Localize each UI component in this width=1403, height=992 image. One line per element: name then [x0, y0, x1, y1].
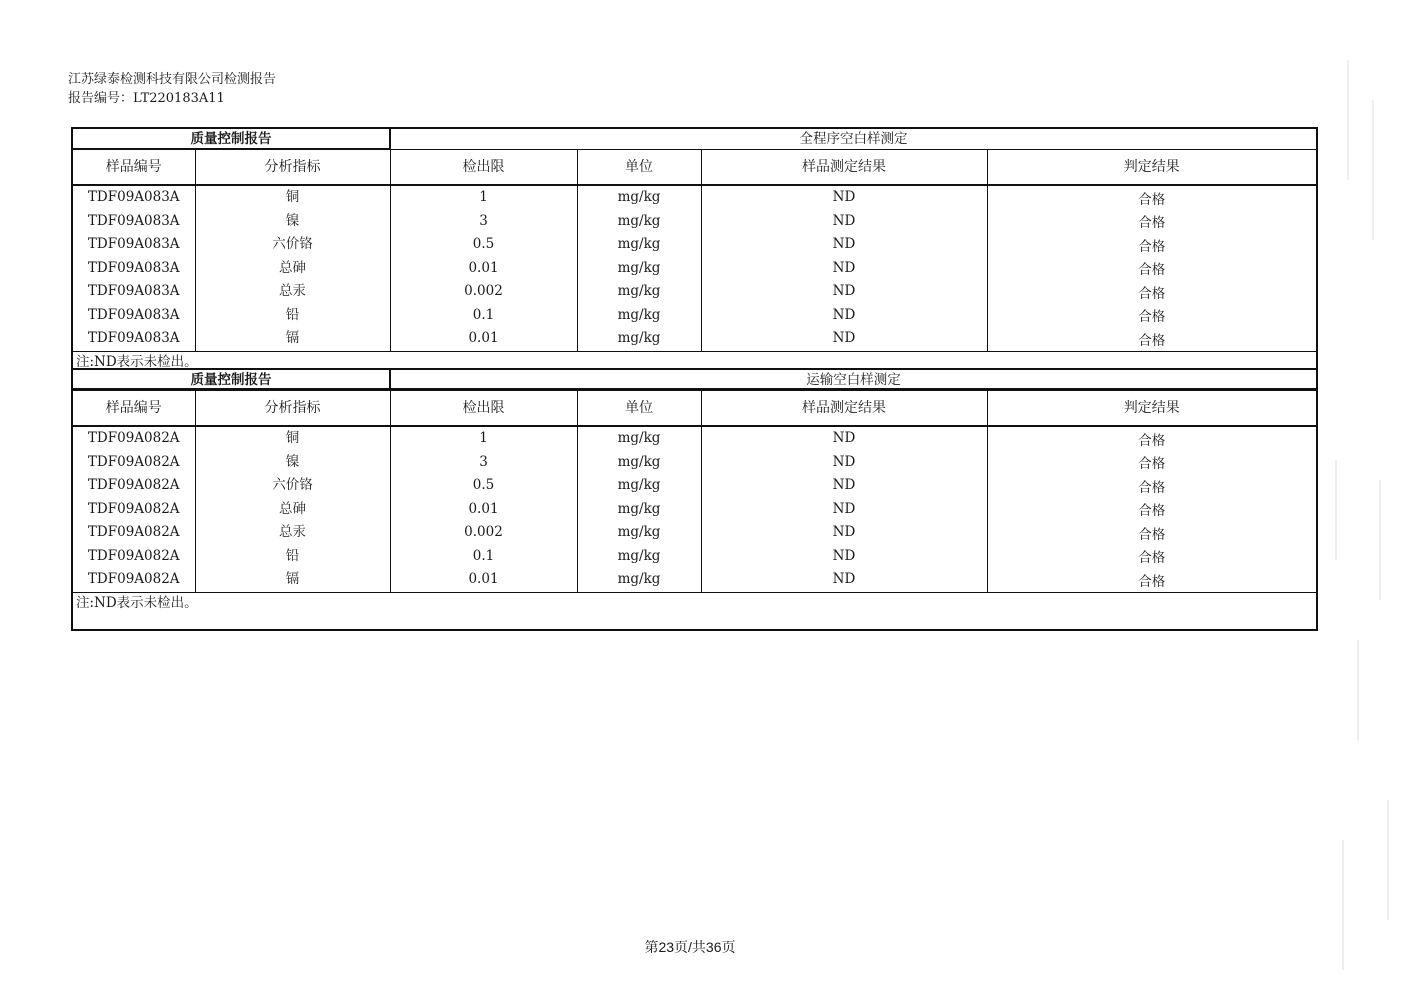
col-header-indicator: 分析指标: [195, 390, 390, 426]
table-row: [72, 257, 1317, 281]
qc-table-blank-transport: [71, 368, 1318, 631]
cell-indicator: 铅: [195, 304, 390, 328]
col-header-detection-limit: 检出限: [390, 149, 577, 185]
cell-sample-id: TDF09A083A: [72, 210, 195, 234]
cell-detection-limit: 1: [390, 426, 577, 451]
cell-unit: mg/kg: [577, 210, 701, 234]
cell-sample-id: TDF09A083A: [72, 304, 195, 328]
cell-detection-limit: 0.002: [390, 521, 577, 545]
cell-detection-limit: 0.01: [390, 568, 577, 592]
cell-result: ND: [701, 257, 987, 281]
cell-unit: mg/kg: [577, 498, 701, 522]
cell-indicator: 六价铬: [195, 233, 390, 257]
cell-detection-limit: 0.5: [390, 474, 577, 498]
cell-judgement: 合格: [987, 210, 1317, 234]
table-title-left: 质量控制报告: [72, 128, 390, 149]
cell-sample-id: TDF09A082A: [72, 451, 195, 475]
table-row: [72, 304, 1317, 328]
cell-indicator: 总汞: [195, 521, 390, 545]
qc-table-blank-full-procedure: [71, 127, 1318, 390]
cell-unit: mg/kg: [577, 233, 701, 257]
cell-indicator: 铜: [195, 426, 390, 451]
cell-result: ND: [701, 474, 987, 498]
cell-sample-id: TDF09A083A: [72, 257, 195, 281]
table-note: 注:ND表示未检出。: [72, 351, 1317, 389]
col-header-result: 样品测定结果: [701, 390, 987, 426]
cell-result: ND: [701, 545, 987, 569]
cell-detection-limit: 1: [390, 185, 577, 210]
cell-indicator: 总汞: [195, 280, 390, 304]
cell-judgement: 合格: [987, 545, 1317, 569]
cell-unit: mg/kg: [577, 280, 701, 304]
cell-indicator: 总砷: [195, 257, 390, 281]
col-header-unit: 单位: [577, 149, 701, 185]
cell-result: ND: [701, 426, 987, 451]
cell-sample-id: TDF09A082A: [72, 474, 195, 498]
cell-judgement: 合格: [987, 257, 1317, 281]
cell-result: ND: [701, 280, 987, 304]
col-header-sample-id: 样品编号: [72, 390, 195, 426]
cell-judgement: 合格: [987, 327, 1317, 351]
table-row: [72, 521, 1317, 545]
cell-sample-id: TDF09A083A: [72, 327, 195, 351]
col-header-judgement: 判定结果: [987, 149, 1317, 185]
cell-unit: mg/kg: [577, 545, 701, 569]
cell-sample-id: TDF09A082A: [72, 568, 195, 592]
cell-result: ND: [701, 185, 987, 210]
cell-detection-limit: 0.1: [390, 545, 577, 569]
table-row: [72, 498, 1317, 522]
cell-unit: mg/kg: [577, 185, 701, 210]
cell-indicator: 镍: [195, 210, 390, 234]
cell-detection-limit: 3: [390, 210, 577, 234]
cell-unit: mg/kg: [577, 327, 701, 351]
col-header-result: 样品测定结果: [701, 149, 987, 185]
cell-indicator: 六价铬: [195, 474, 390, 498]
cell-sample-id: TDF09A082A: [72, 521, 195, 545]
cell-indicator: 总砷: [195, 498, 390, 522]
cell-sample-id: TDF09A082A: [72, 426, 195, 451]
table-row: [72, 280, 1317, 304]
cell-judgement: 合格: [987, 451, 1317, 475]
cell-unit: mg/kg: [577, 451, 701, 475]
table-row: [72, 185, 1317, 210]
table-note: 注:ND表示未检出。: [72, 592, 1317, 630]
cell-judgement: 合格: [987, 521, 1317, 545]
report-number: 报告编号：LT220183A11: [68, 91, 225, 106]
cell-result: ND: [701, 327, 987, 351]
table-row: [72, 545, 1317, 569]
cell-indicator: 镍: [195, 451, 390, 475]
col-header-indicator: 分析指标: [195, 149, 390, 185]
table-header-row: [72, 390, 1317, 426]
table-row: [72, 474, 1317, 498]
cell-result: ND: [701, 451, 987, 475]
cell-sample-id: TDF09A083A: [72, 280, 195, 304]
scan-edge-artifact: [1318, 40, 1403, 980]
cell-unit: mg/kg: [577, 426, 701, 451]
cell-result: ND: [701, 498, 987, 522]
table-title-right: 运输空白样测定: [390, 369, 1317, 390]
cell-unit: mg/kg: [577, 521, 701, 545]
cell-judgement: 合格: [987, 280, 1317, 304]
cell-sample-id: TDF09A083A: [72, 185, 195, 210]
page-number: 第23页/共36页: [644, 939, 736, 955]
cell-sample-id: TDF09A082A: [72, 498, 195, 522]
cell-detection-limit: 0.5: [390, 233, 577, 257]
cell-indicator: 镉: [195, 327, 390, 351]
cell-detection-limit: 0.01: [390, 498, 577, 522]
col-header-sample-id: 样品编号: [72, 149, 195, 185]
table-row: [72, 327, 1317, 351]
cell-indicator: 镉: [195, 568, 390, 592]
cell-judgement: 合格: [987, 426, 1317, 451]
cell-result: ND: [701, 521, 987, 545]
cell-indicator: 铜: [195, 185, 390, 210]
cell-detection-limit: 0.1: [390, 304, 577, 328]
cell-unit: mg/kg: [577, 257, 701, 281]
cell-result: ND: [701, 210, 987, 234]
table-row: [72, 210, 1317, 234]
cell-detection-limit: 0.002: [390, 280, 577, 304]
cell-judgement: 合格: [987, 185, 1317, 210]
table-row: [72, 426, 1317, 451]
col-header-unit: 单位: [577, 390, 701, 426]
cell-judgement: 合格: [987, 474, 1317, 498]
cell-result: ND: [701, 304, 987, 328]
cell-detection-limit: 3: [390, 451, 577, 475]
col-header-detection-limit: 检出限: [390, 390, 577, 426]
table-header-row: [72, 149, 1317, 185]
table-row: [72, 233, 1317, 257]
cell-unit: mg/kg: [577, 474, 701, 498]
cell-detection-limit: 0.01: [390, 257, 577, 281]
table-title-right: 全程序空白样测定: [390, 128, 1317, 149]
cell-judgement: 合格: [987, 233, 1317, 257]
cell-sample-id: TDF09A082A: [72, 545, 195, 569]
table-row: [72, 568, 1317, 592]
cell-unit: mg/kg: [577, 304, 701, 328]
table-title-left: 质量控制报告: [72, 369, 390, 390]
cell-indicator: 铅: [195, 545, 390, 569]
col-header-judgement: 判定结果: [987, 390, 1317, 426]
cell-judgement: 合格: [987, 498, 1317, 522]
report-header: [68, 70, 276, 108]
cell-result: ND: [701, 568, 987, 592]
company-line: 江苏绿泰检测科技有限公司检测报告: [68, 72, 277, 87]
cell-detection-limit: 0.01: [390, 327, 577, 351]
cell-sample-id: TDF09A083A: [72, 233, 195, 257]
cell-result: ND: [701, 233, 987, 257]
table-row: [72, 451, 1317, 475]
cell-judgement: 合格: [987, 568, 1317, 592]
cell-unit: mg/kg: [577, 568, 701, 592]
cell-judgement: 合格: [987, 304, 1317, 328]
